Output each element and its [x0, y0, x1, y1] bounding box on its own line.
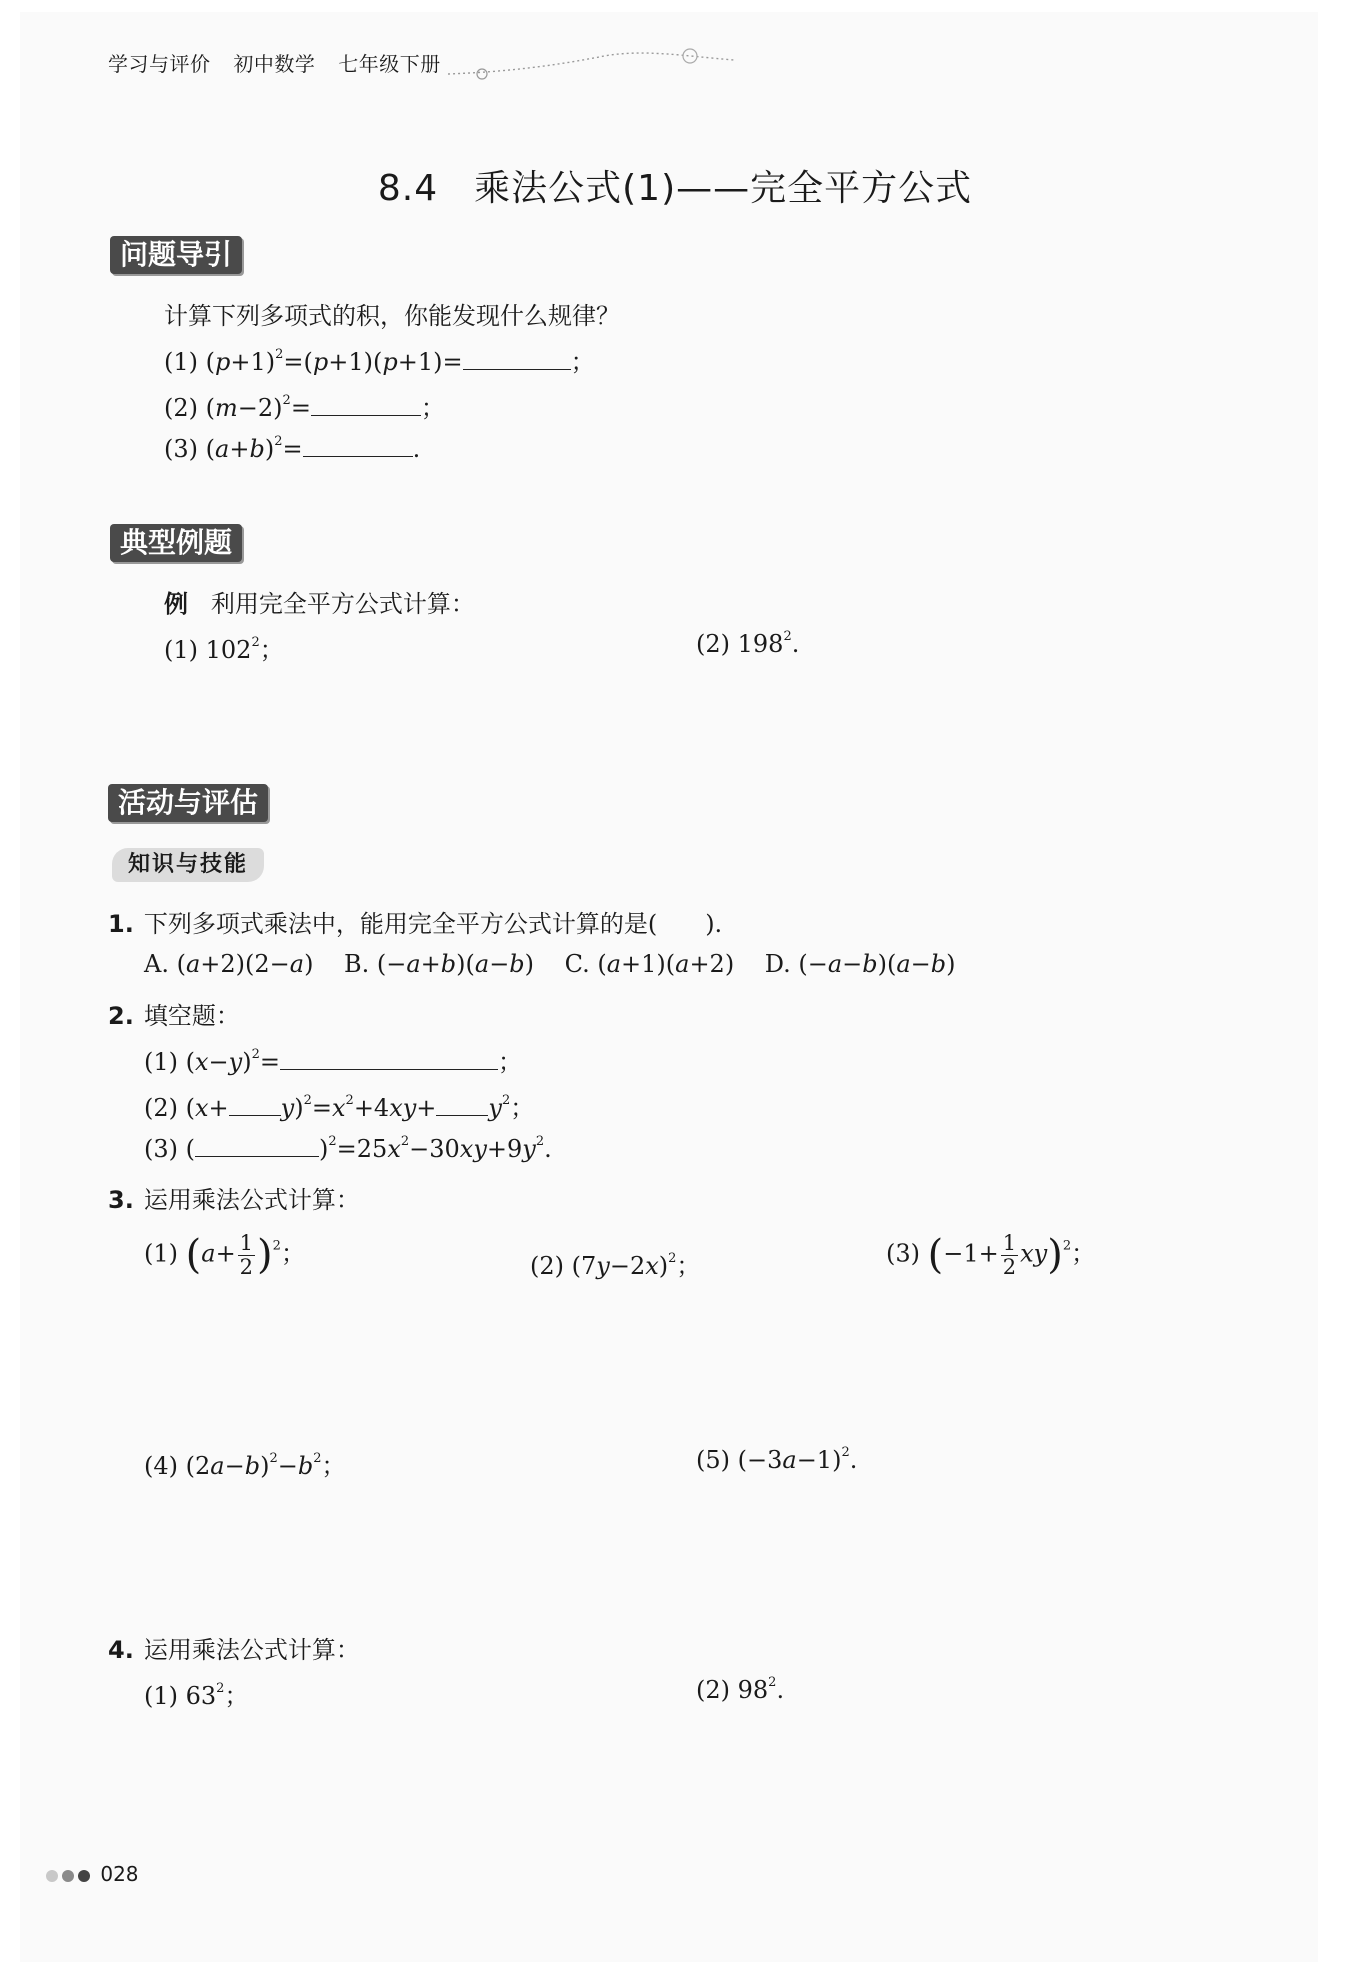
intro-prompt: 计算下列多项式的积，你能发现什么规律？ — [164, 302, 620, 330]
question-3-part-1: (1) (a+ $\frac{1}{2}$ )$^2$； — [144, 1231, 305, 1279]
answer-blank[interactable] — [463, 347, 571, 370]
page-number: 028 — [46, 1862, 139, 1886]
question-2: 2. 填空题： — [108, 1002, 240, 1030]
question-3-part-2: (2) $(7y-2x)^2$； — [530, 1251, 701, 1280]
section-title: 乘法公式(1)——完全平方公式 — [474, 168, 973, 209]
question-3: 3. 运用乘法公式计算： — [108, 1186, 360, 1214]
answer-blank[interactable] — [311, 393, 421, 416]
example-part-2: (2) $198^2$. — [696, 629, 800, 658]
dot-icon — [46, 1870, 58, 1882]
question-2-item-1: (1) $(x-y)^2=$ ； — [144, 1047, 522, 1076]
running-header — [108, 48, 457, 77]
section-number: 8.4 — [377, 168, 439, 209]
example-part-1: (1) $102^2$； — [164, 635, 284, 664]
intro-item-3: (3) $(a+b)^2=$ . — [164, 434, 421, 463]
question-3-part-4: (4) $(2a-b)^2-b^2$； — [144, 1451, 346, 1480]
header-book: 学习与评价 — [108, 52, 211, 76]
section-tag-intro: 问题导引 — [110, 236, 242, 274]
option-a[interactable]: A. (a+2)(2−a) — [144, 950, 314, 978]
page-title — [0, 160, 1350, 211]
fraction-one-half: $\frac{1}{2}$ — [1002, 1231, 1017, 1279]
dot-icon — [78, 1870, 90, 1882]
option-d[interactable]: D. (−a−b)(a−b) — [764, 950, 956, 978]
question-3-part-3: (3) (−1+ $\frac{1}{2}$ xy)$^2$； — [886, 1231, 1096, 1279]
answer-blank[interactable] — [436, 1093, 488, 1116]
intro-item-2-expr: $(m-2)^2=$ — [205, 393, 311, 422]
question-2-item-3: (3) ( )$^2=25x^2-30xy+9y^2$. — [144, 1134, 552, 1163]
question-4-part-2: (2) $98^2$. — [696, 1675, 785, 1704]
section-tag-activity: 活动与评估 — [108, 784, 268, 822]
intro-item-1: (1) $(p+1)^2=(p+1)(p+1)=$ ； — [164, 347, 595, 376]
option-c[interactable]: C. (a+1)(a+2) — [564, 950, 735, 978]
answer-blank[interactable] — [229, 1093, 281, 1116]
question-4-part-1: (1) $63^2$； — [144, 1681, 249, 1710]
intro-item-2: (2) $(m-2)^2=$ ； — [164, 393, 445, 422]
question-3-part-5: (5) $(-3a-1)^2$. — [696, 1445, 858, 1474]
question-1: 1. 下列多项式乘法中，能用完全平方公式计算的是( ). — [108, 910, 723, 938]
intro-item-3-expr: $(a+b)^2=$ — [205, 434, 303, 463]
example-label: 例 — [164, 589, 188, 618]
header-subject: 初中数学 — [233, 52, 316, 76]
answer-blank[interactable] — [280, 1047, 498, 1070]
section-tag-examples: 典型例题 — [110, 524, 242, 562]
answer-blank[interactable] — [303, 434, 413, 457]
option-b[interactable]: B. (−a+b)(a−b) — [343, 950, 535, 978]
question-1-options — [144, 950, 956, 978]
intro-item-1-expr: $(p+1)^2=(p+1)(p+1)=$ — [205, 347, 463, 376]
question-2-item-2: (2) $(x+ y)^2=x^2+4xy+ y^2$； — [144, 1093, 535, 1122]
header-dots-ornament — [444, 44, 764, 80]
header-grade: 七年级下册 — [338, 52, 441, 76]
dot-icon — [62, 1870, 74, 1882]
fraction-one-half: $\frac{1}{2}$ — [239, 1231, 254, 1279]
question-4: 4. 运用乘法公式计算： — [108, 1636, 360, 1664]
example-prompt: 例 利用完全平方公式计算： — [164, 589, 475, 618]
subtag-knowledge: 知识与技能 — [112, 848, 264, 882]
answer-blank[interactable] — [195, 1134, 319, 1157]
